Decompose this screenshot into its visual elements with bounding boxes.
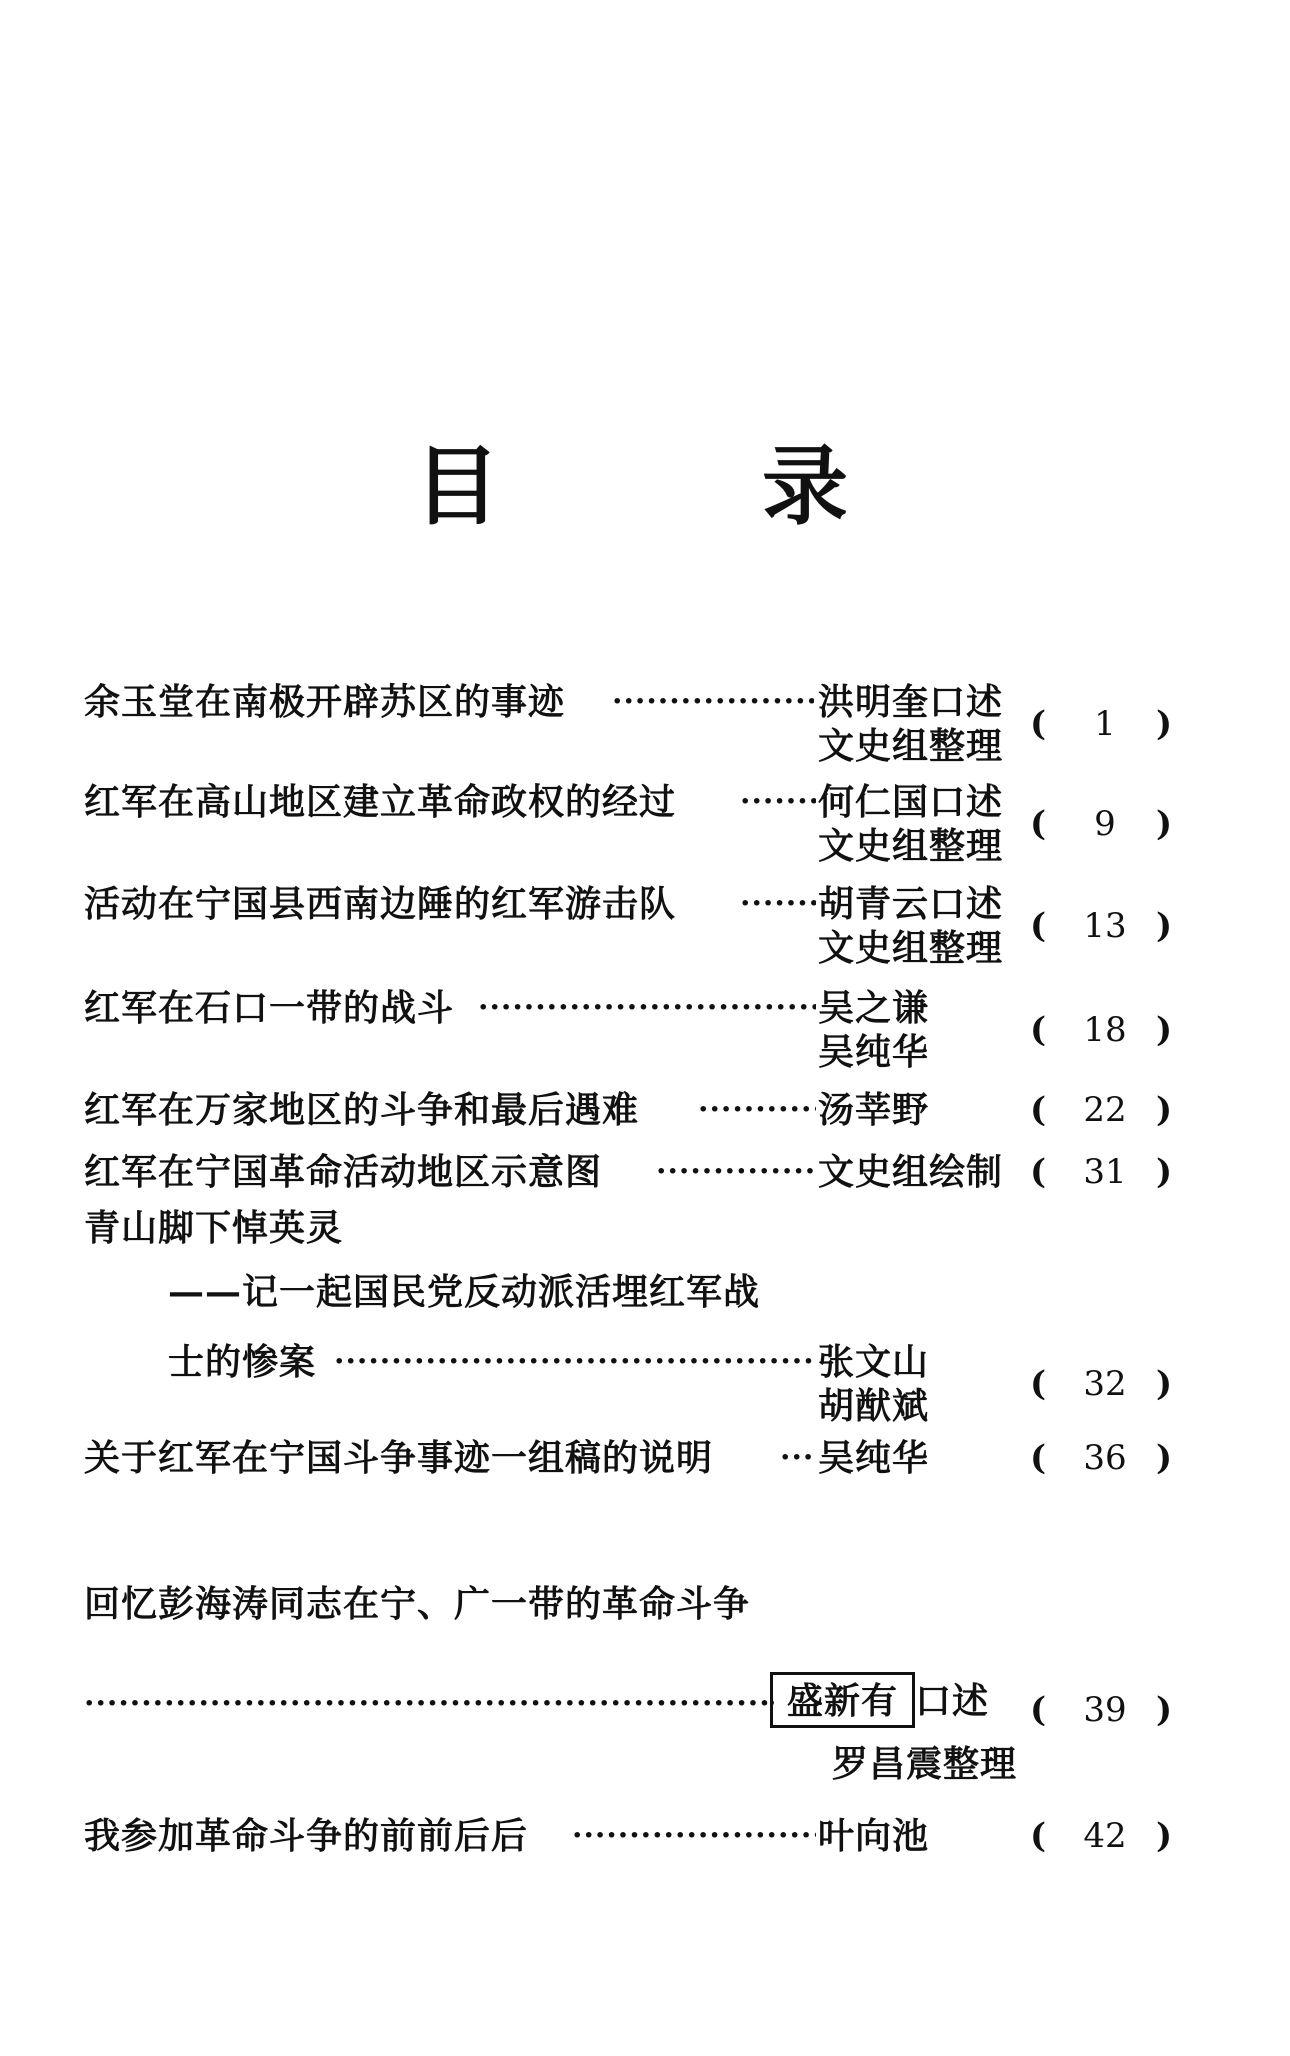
page-value: 18 [1083, 1010, 1127, 1050]
entry-author [818, 1088, 929, 1132]
entry-subtitle: ——记一起国民党反动派活埋红军战 [168, 1271, 761, 1313]
author-line-2: 胡猷斌 [818, 1385, 930, 1427]
entry-title: 青山脚下悼英灵 [84, 1207, 344, 1249]
page-title [0, 432, 1290, 542]
author-line-1: 何仁国口述 [818, 781, 1004, 823]
page-value: 36 [1083, 1438, 1127, 1478]
author-line-1: 吴纯华 [818, 1437, 930, 1479]
entry-author [818, 1340, 929, 1428]
leader-dots [572, 1814, 816, 1858]
author-line-2: 文史组整理 [818, 927, 1004, 969]
author-line-1: 文史组绘制 [818, 1151, 1004, 1193]
author-line-1: 胡青云口述 [818, 883, 1004, 925]
page-value: 31 [1083, 1152, 1127, 1192]
page-value: 13 [1083, 906, 1127, 946]
author-line-2: 文史组整理 [818, 725, 1004, 767]
entry-author [818, 986, 929, 1074]
page-value: 9 [1094, 804, 1116, 844]
entry-title: 回忆彭海涛同志在宁、广一带的革命斗争 [84, 1583, 751, 1625]
entry-author [818, 680, 1003, 768]
leader-dots [656, 1150, 816, 1194]
entry-author [818, 1814, 929, 1858]
leader-dots [84, 1682, 774, 1726]
title-char-1: 目 [414, 436, 500, 537]
entry-author [818, 1150, 1003, 1194]
entry-title: 关于红军在宁国斗争事迹一组稿的说明 [84, 1437, 714, 1479]
page-value: 42 [1083, 1816, 1127, 1856]
leader-dots [334, 1340, 816, 1384]
author-line-1: 洪明奎口述 [818, 681, 1004, 723]
author-line-1 [786, 1672, 989, 1728]
toc-page: 目 录 余玉堂在南极开辟苏区的事迹 ····· 洪明奎口述 文史组整理 ( 1 ) 红军在高山地区建立革命政权的经过 ····· 何仁国口述 文史组整理 ( 9 ) 活动在宁国县西南边陲的红军游击队 ····· 胡青云口述 文史组整理 ( 13 ) 红军在石口一带的战斗 ····· 吴之谦 吴纯华 ( 18 ) 红军在万家地区的斗争和最后遇难 ····· 汤莘野 ( 22 ) 红军在宁国革命活动地区示意图 ····· 文史组绘制 ( 31 ) 青山脚下悼英灵 ——记一起国民党反动派活埋红军战 士的惨案 ····· 张文山 胡猷斌 ( 32 ) 关于红军在宁国斗争事迹一组稿的说明 ····· 吴纯华 ( 36 ) 回忆彭海涛同志在宁、广一带的革命斗争 ····· 盛新有 口述 罗昌震整理 ( 39 ) 我参加革命斗争的前前后后 ····· 叶向池 ( 42 ) [0, 0, 1290, 2056]
title-char-2: 录 [762, 436, 848, 537]
entry-title: 红军在宁国革命活动地区示意图 [84, 1151, 603, 1193]
page-value: 39 [1083, 1690, 1127, 1730]
boxed-author-name: 盛新有 [770, 1672, 915, 1728]
entry-author [818, 882, 1003, 970]
leader-dots [740, 882, 816, 926]
leader-dots [780, 1436, 816, 1480]
page-value: 1 [1094, 704, 1116, 744]
leader-dots [478, 986, 816, 1030]
entry-author [818, 780, 1003, 868]
leader-dots [740, 780, 816, 824]
author-line-2: 罗昌震整理 [832, 1743, 1018, 1785]
entry-author [786, 1672, 989, 1728]
author-line-1: 吴之谦 [818, 987, 930, 1029]
entry-subtitle-continued: 士的惨案 [168, 1341, 317, 1383]
entry-title: 活动在宁国县西南边陲的红军游击队 [84, 883, 677, 925]
author-line-1: 汤莘野 [818, 1089, 930, 1131]
page-value: 22 [1083, 1090, 1127, 1130]
author-line-1: 叶向池 [818, 1815, 930, 1857]
entry-title: 我参加革命斗争的前前后后 [84, 1815, 529, 1857]
entry-author-line-2 [832, 1742, 1017, 1786]
author-line-2: 文史组整理 [818, 825, 1004, 867]
entry-author [818, 1436, 929, 1480]
author-line-1: 张文山 [818, 1341, 930, 1383]
author-suffix: 口述 [915, 1680, 990, 1722]
entry-title: 红军在万家地区的斗争和最后遇难 [84, 1089, 640, 1131]
entry-title: 余玉堂在南极开辟苏区的事迹 [84, 681, 566, 723]
author-line-2: 吴纯华 [818, 1031, 930, 1073]
entry-title: 红军在高山地区建立革命政权的经过 [84, 781, 677, 823]
leader-dots [612, 680, 814, 724]
leader-dots [698, 1088, 816, 1132]
page-value: 32 [1083, 1364, 1127, 1404]
entry-title: 红军在石口一带的战斗 [84, 987, 455, 1029]
